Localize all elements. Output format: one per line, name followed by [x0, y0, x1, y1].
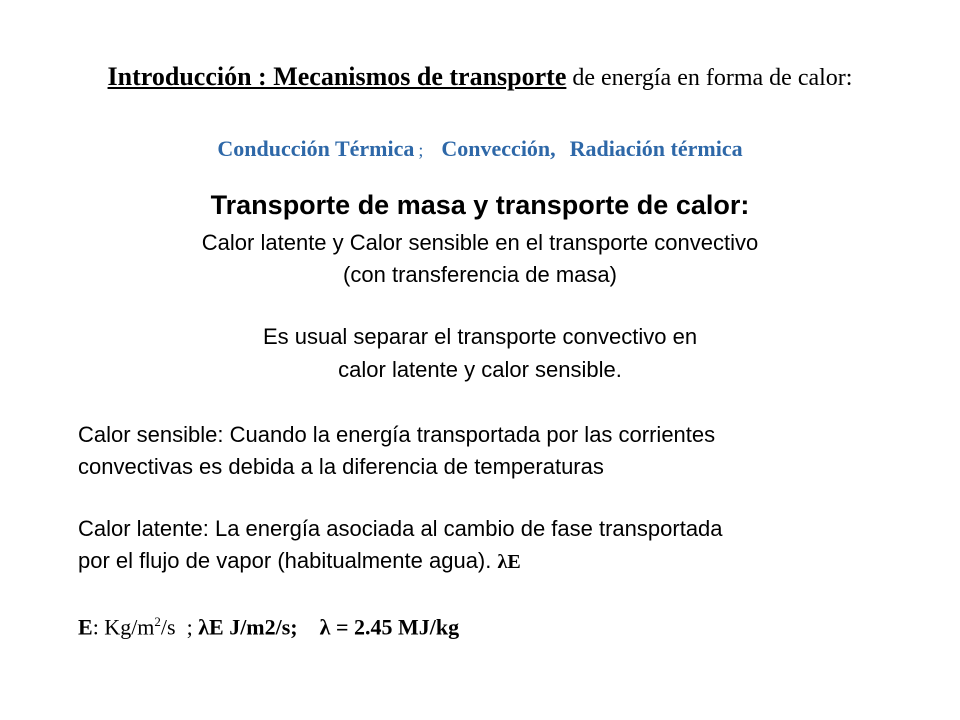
- mechanism-conduction: Conducción Térmica: [217, 136, 415, 161]
- intro-line-2: (con transferencia de masa): [343, 262, 617, 287]
- intro-line-1: Calor latente y Calor sensible en el transporte convectivo: [201, 230, 759, 255]
- title-main: Introducción : Mecanismos de transporte: [107, 62, 567, 91]
- latent-line-1: Calor latente: La energía asociada al cambio de fase transportada: [78, 516, 723, 541]
- lambda-value: λ = 2.45 MJ/kg: [319, 614, 460, 640]
- usual-line-1: Es usual separar el transporte convectivo en: [262, 324, 698, 349]
- mechanism-convection: Convección,: [441, 136, 556, 161]
- slide-title: [60, 60, 900, 95]
- lambda-e-units: λE J/m2/s;: [198, 614, 298, 640]
- mechanism-separator: ;: [418, 140, 424, 160]
- title-rest: de energía en forma de calor:: [566, 65, 853, 91]
- mechanism-radiation: Radiación térmica: [569, 136, 743, 161]
- mechanisms-line: [60, 136, 900, 162]
- usual-line-2: calor latente y calor sensible.: [338, 357, 622, 382]
- latent-line-2: [78, 548, 938, 574]
- e-units-b: /s ;: [160, 614, 199, 640]
- lambda-e-symbol: λE: [497, 551, 521, 573]
- e-label: E: [78, 614, 93, 640]
- units-line: [78, 614, 459, 640]
- sensible-line-1: Calor sensible: Cuando la energía transportada por las corrientes: [78, 422, 716, 447]
- sensible-line-2: convectivas es debida a la diferencia de temperaturas: [78, 454, 604, 479]
- e-units-a: : Kg/m: [92, 614, 155, 640]
- section-subtitle: Transporte de masa y transporte de calor:: [210, 190, 750, 220]
- e-units-sup: 2: [154, 614, 161, 629]
- latent-line-2-text: por el flujo de vapor (habitualmente agua).: [78, 548, 492, 573]
